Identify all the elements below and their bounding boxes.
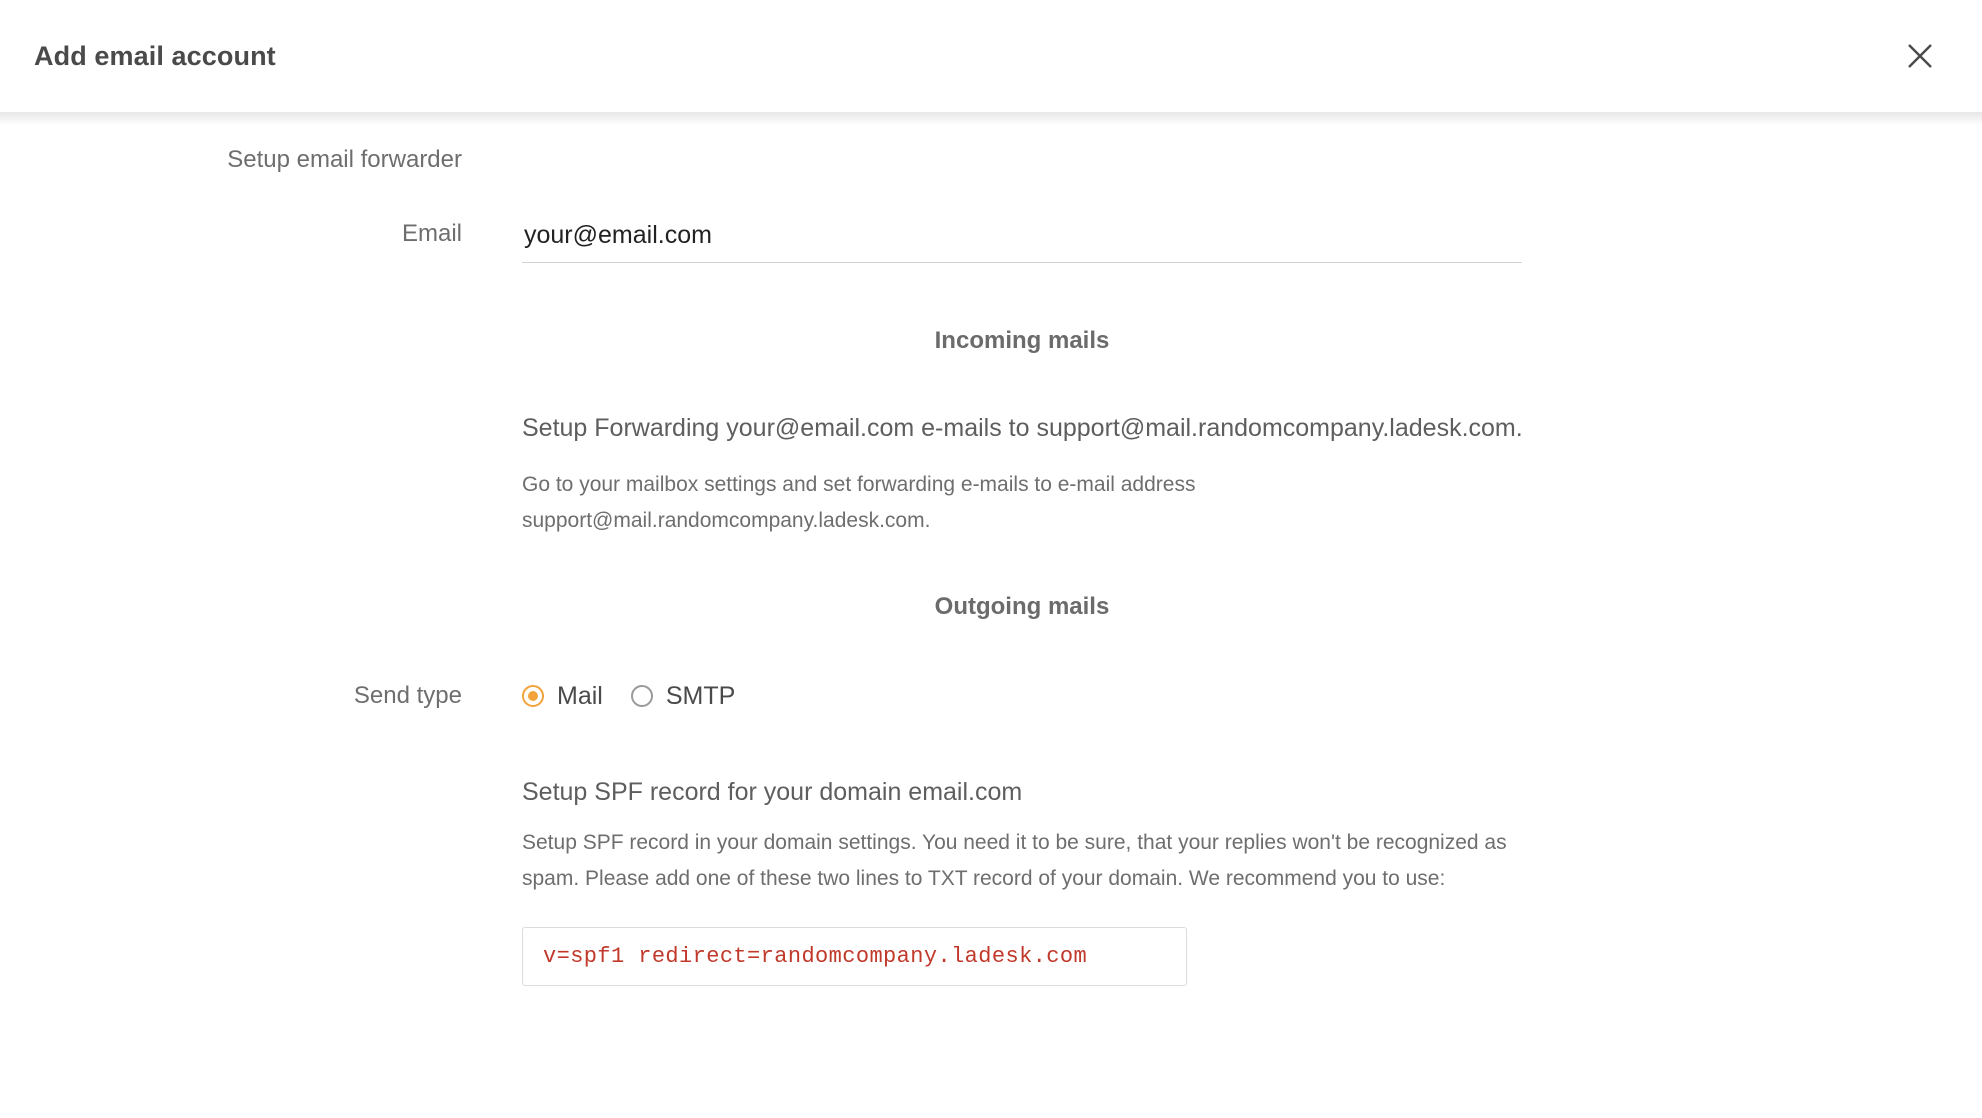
dialog-body	[0, 113, 1982, 1118]
radio-option-mail[interactable]	[522, 682, 603, 711]
incoming-info-block	[522, 407, 1532, 539]
incoming-mails-heading: Incoming mails	[934, 327, 1110, 354]
forwarder-row	[0, 143, 1982, 177]
send-type-row	[0, 679, 1982, 713]
email-field-wrap	[490, 217, 1982, 263]
send-type-field	[490, 682, 1982, 711]
email-label: Email	[401, 220, 462, 247]
dialog-header	[0, 0, 1982, 113]
incoming-forwarding-title: Setup Forwarding your@email.com e-mails to support@mail.randomcompany.ladesk.com.	[522, 414, 1523, 442]
page-title: Add email account	[34, 40, 276, 71]
radio-smtp-icon[interactable]	[631, 685, 653, 707]
close-icon[interactable]	[1897, 33, 1943, 79]
radio-option-smtp[interactable]	[631, 682, 735, 711]
incoming-forwarding-text: Go to your mailbox settings and set forwarding e-mails to e-mail address support@mail.randomcompany.ladesk.com.	[522, 473, 1196, 532]
email-row	[0, 217, 1982, 263]
spf-block	[522, 775, 1532, 986]
email-input[interactable]	[522, 217, 1522, 263]
radio-mail-label: Mail	[557, 681, 603, 710]
radio-mail-icon[interactable]	[522, 685, 544, 707]
spf-title: Setup SPF record for your domain email.com	[522, 778, 1023, 806]
forwarder-label: Setup email forwarder	[227, 146, 462, 173]
send-type-label: Send type	[353, 682, 462, 709]
radio-smtp-label: SMTP	[665, 681, 736, 710]
spf-record-code[interactable]: v=spf1 redirect=randomcompany.ladesk.com	[522, 927, 1187, 986]
outgoing-mails-heading: Outgoing mails	[934, 593, 1110, 620]
spf-text: Setup SPF record in your domain settings. You need it to be sure, that your replies won't be recognized as spam. Please add one of these two lines to TXT record of your domain. We recommend you to use:	[522, 831, 1507, 890]
send-type-radio-group	[522, 682, 1982, 711]
